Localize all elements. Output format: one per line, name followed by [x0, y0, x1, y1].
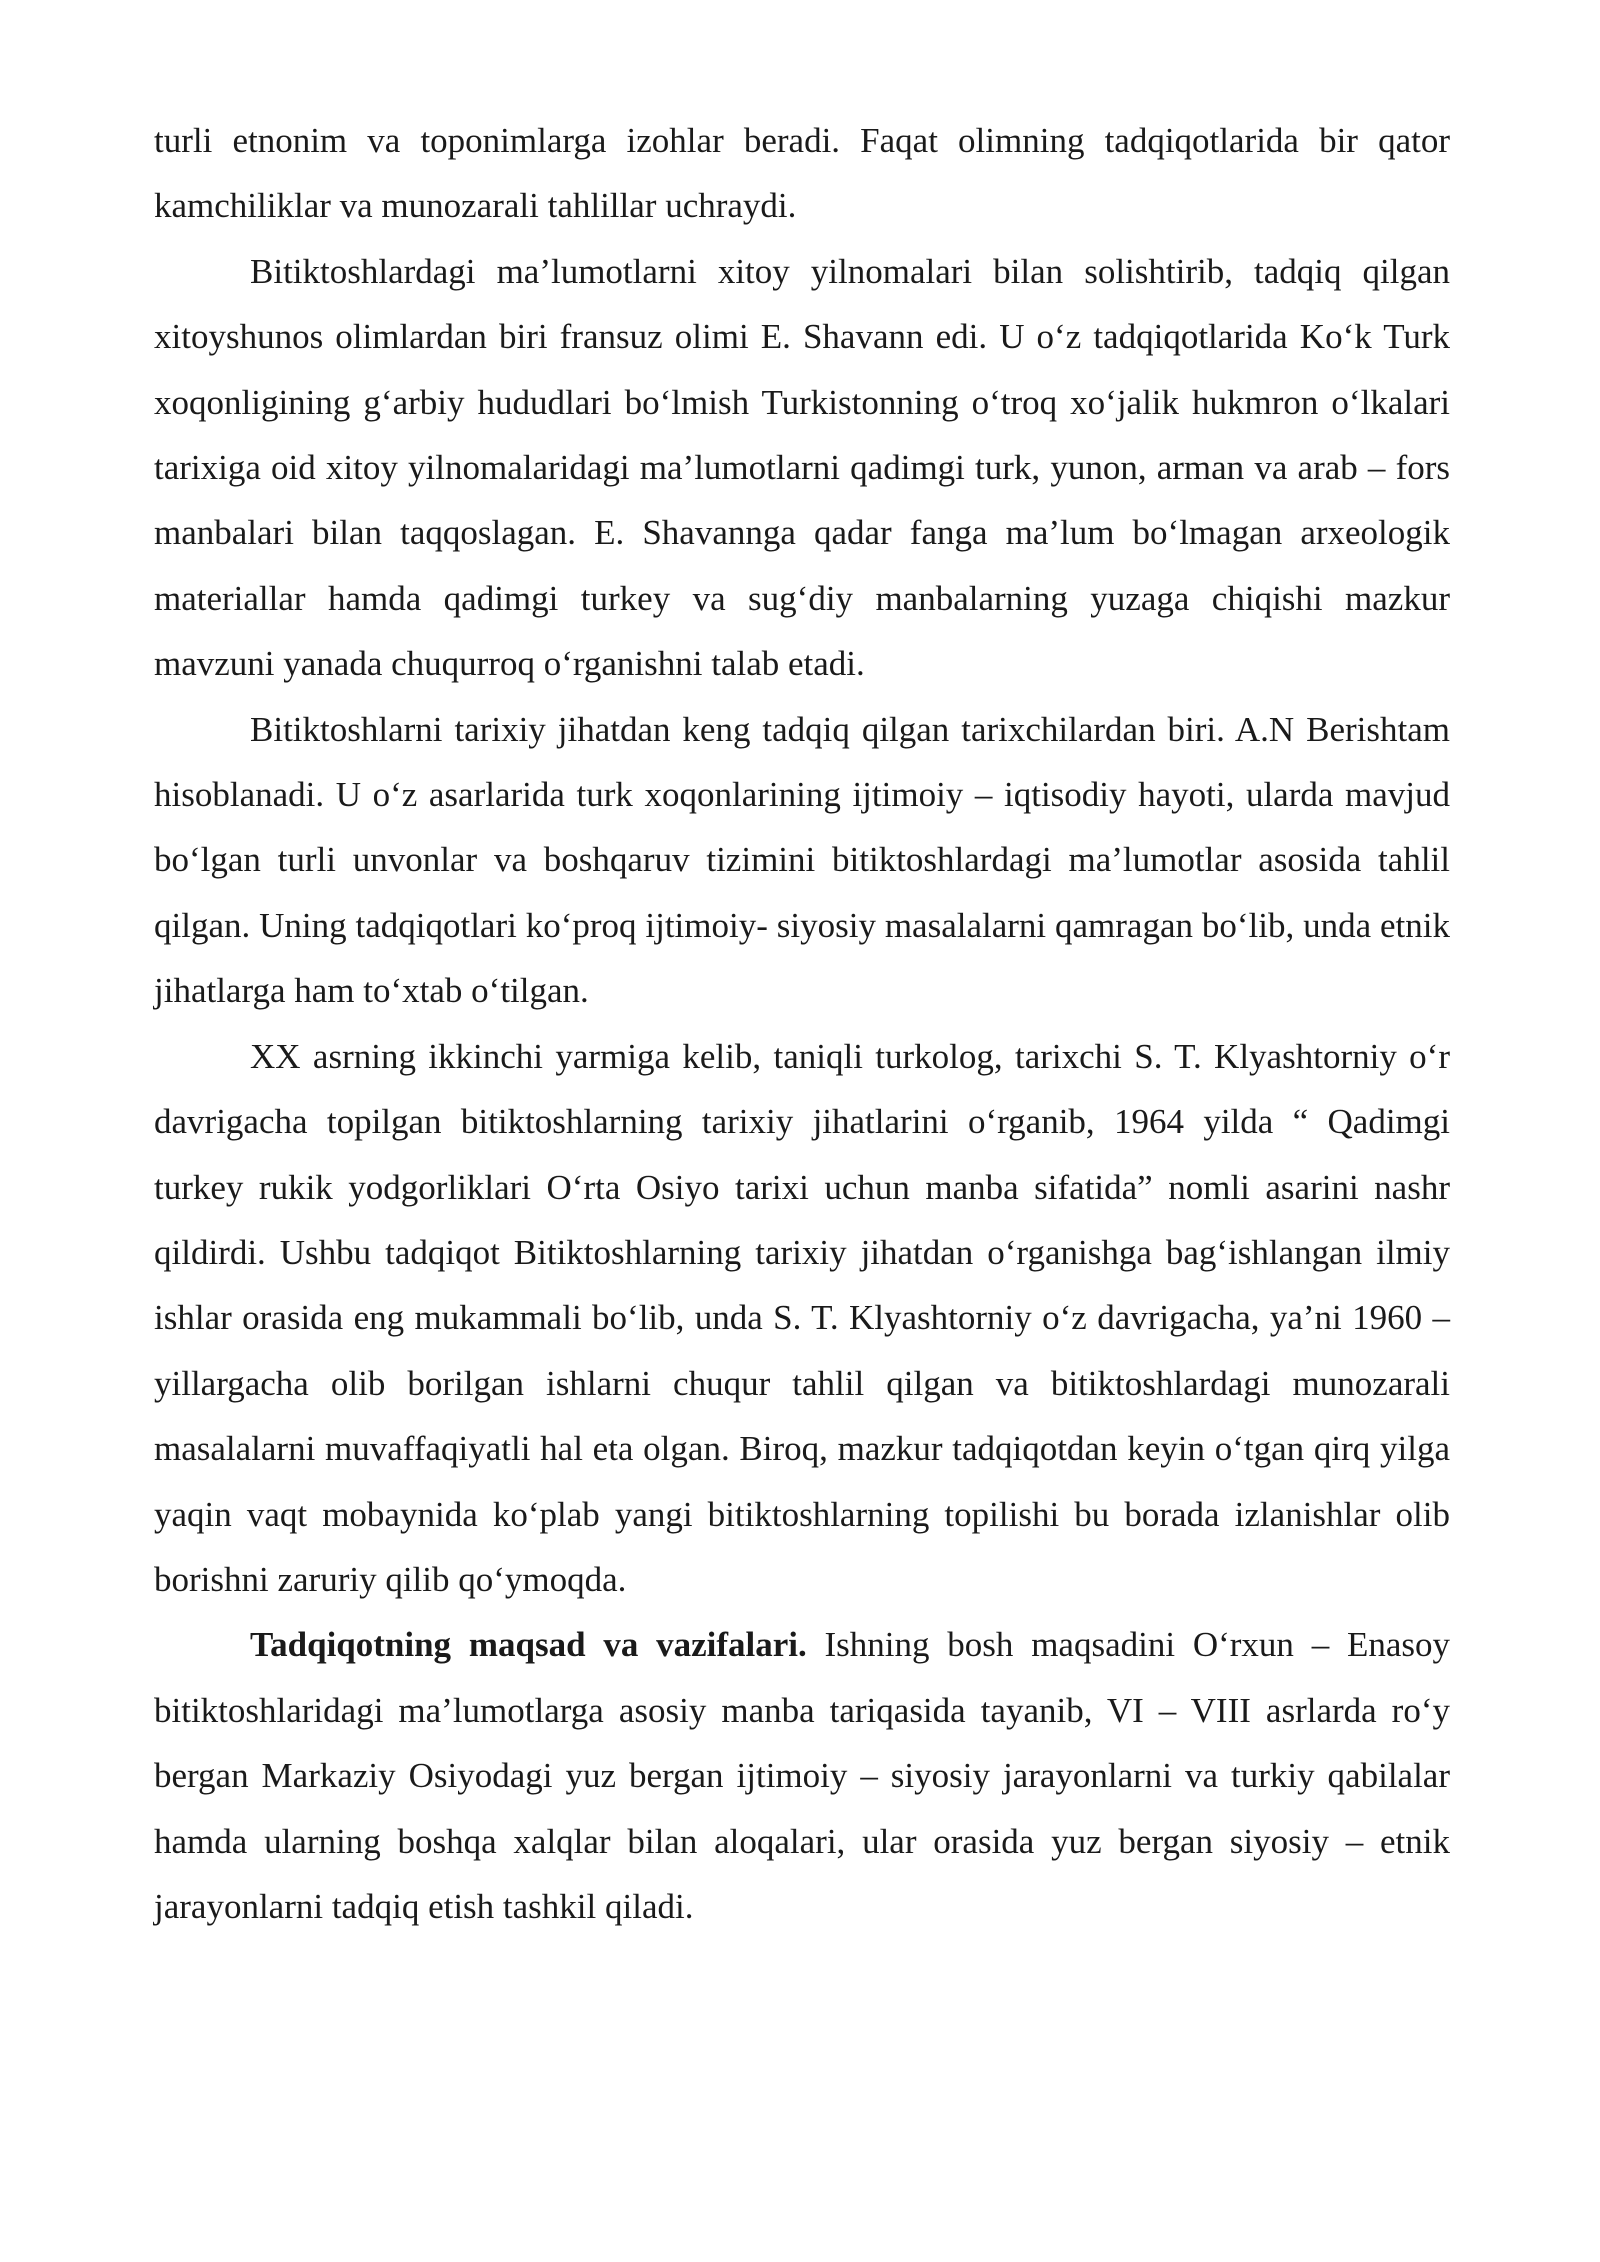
paragraph-5 — [154, 1612, 1450, 1939]
paragraph-4 — [154, 1024, 1450, 1613]
paragraph-1 — [154, 108, 1450, 239]
paragraph-1-text: turli etnonim va toponimlarga izohlar beradi. Faqat olimning tadqiqotlarida bir qator kamchiliklar va munozarali tahlillar uchraydi. — [154, 121, 1450, 226]
paragraph-5-text: Ishning bosh maqsadini O‘rxun – Enasoy bitiktoshlaridagi ma’lumotlarga asosiy manba tariqasida tayanib, VI – VIII asrlarda ro‘y bergan Markaziy Osiyodagi yuz bergan ijtimoiy – siyosiy jarayonlarni va turkiy qabilalar hamda ularning boshqa xalqlar bilan aloqalari, ular orasida yuz bergan siyosiy – etnik jarayonlarni tadqiq etish tashkil qiladi. — [154, 1625, 1450, 1926]
paragraph-2 — [154, 239, 1450, 697]
document-body — [154, 108, 1450, 1939]
paragraph-3 — [154, 697, 1450, 1024]
paragraph-4-text: XX asrning ikkinchi yarmiga kelib, taniqli turkolog, tarixchi S. T. Klyashtorniy o‘r davrigacha topilgan bitiktoshlarning tarixiy jihatlarini o‘rganib, 1964 yilda “ Qadimgi turkey rukik yodgorliklari O‘rta Osiyo tarixi uchun manba sifatida” nomli asarini nashr qildirdi. Ushbu tadqiqot Bitiktoshlarning tarixiy jihatdan o‘rganishga bag‘ishlangan ilmiy ishlar orasida eng mukammali bo‘lib, unda S. T. Klyashtorniy o‘z davrigacha, ya’ni 1960 – yillargacha olib borilgan ishlarni chuqur tahlil qilgan va bitiktoshlardagi munozarali masalalarni muvaffaqiyatli hal eta olgan. Biroq, mazkur tadqiqotdan keyin o‘tgan qirq yilga yaqin vaqt mobaynida ko‘plab yangi bitiktoshlarning topilishi bu borada izlanishlar olib borishni zaruriy qilib qo‘ymoqda. — [154, 1036, 1450, 1599]
section-heading-inline: Tadqiqotning maqsad va vazifalari. — [250, 1625, 807, 1665]
paragraph-3-text: Bitiktoshlarni tarixiy jihatdan keng tadqiq qilgan tarixchilardan biri. A.N Berishtam hisoblanadi. U o‘z asarlarida turk xoqonlarining ijtimoiy – iqtisodiy hayoti, ularda mavjud bo‘lgan turli unvonlar va boshqaruv tizimini bitiktoshlardagi ma’lumotlar asosida tahlil qilgan. Uning tadqiqotlari ko‘proq ijtimoiy- siyosiy masalalarni qamragan bo‘lib, unda etnik jihatlarga ham to‘xtab o‘tilgan. — [154, 709, 1450, 1011]
paragraph-2-text: Bitiktoshlardagi ma’lumotlarni xitoy yilnomalari bilan solishtirib, tadqiq qilgan xitoyshunos olimlardan biri fransuz olimi E. Shavann edi. U o‘z tadqiqotlarida Ko‘k Turk xoqonligining g‘arbiy hududlari bo‘lmish Turkistonning o‘troq xo‘jalik hukmron o‘lkalari tarixiga oid xitoy yilnomalaridagi ma’lumotlarni qadimgi turk, yunon, arman va arab – fors manbalari bilan taqqoslagan. E. Shavannga qadar fanga ma’lum bo‘lmagan arxeologik materiallar hamda qadimgi turkey va sug‘diy manbalarning yuzaga chiqishi mazkur mavzuni yanada chuqurroq o‘rganishni talab etadi. — [154, 251, 1450, 684]
